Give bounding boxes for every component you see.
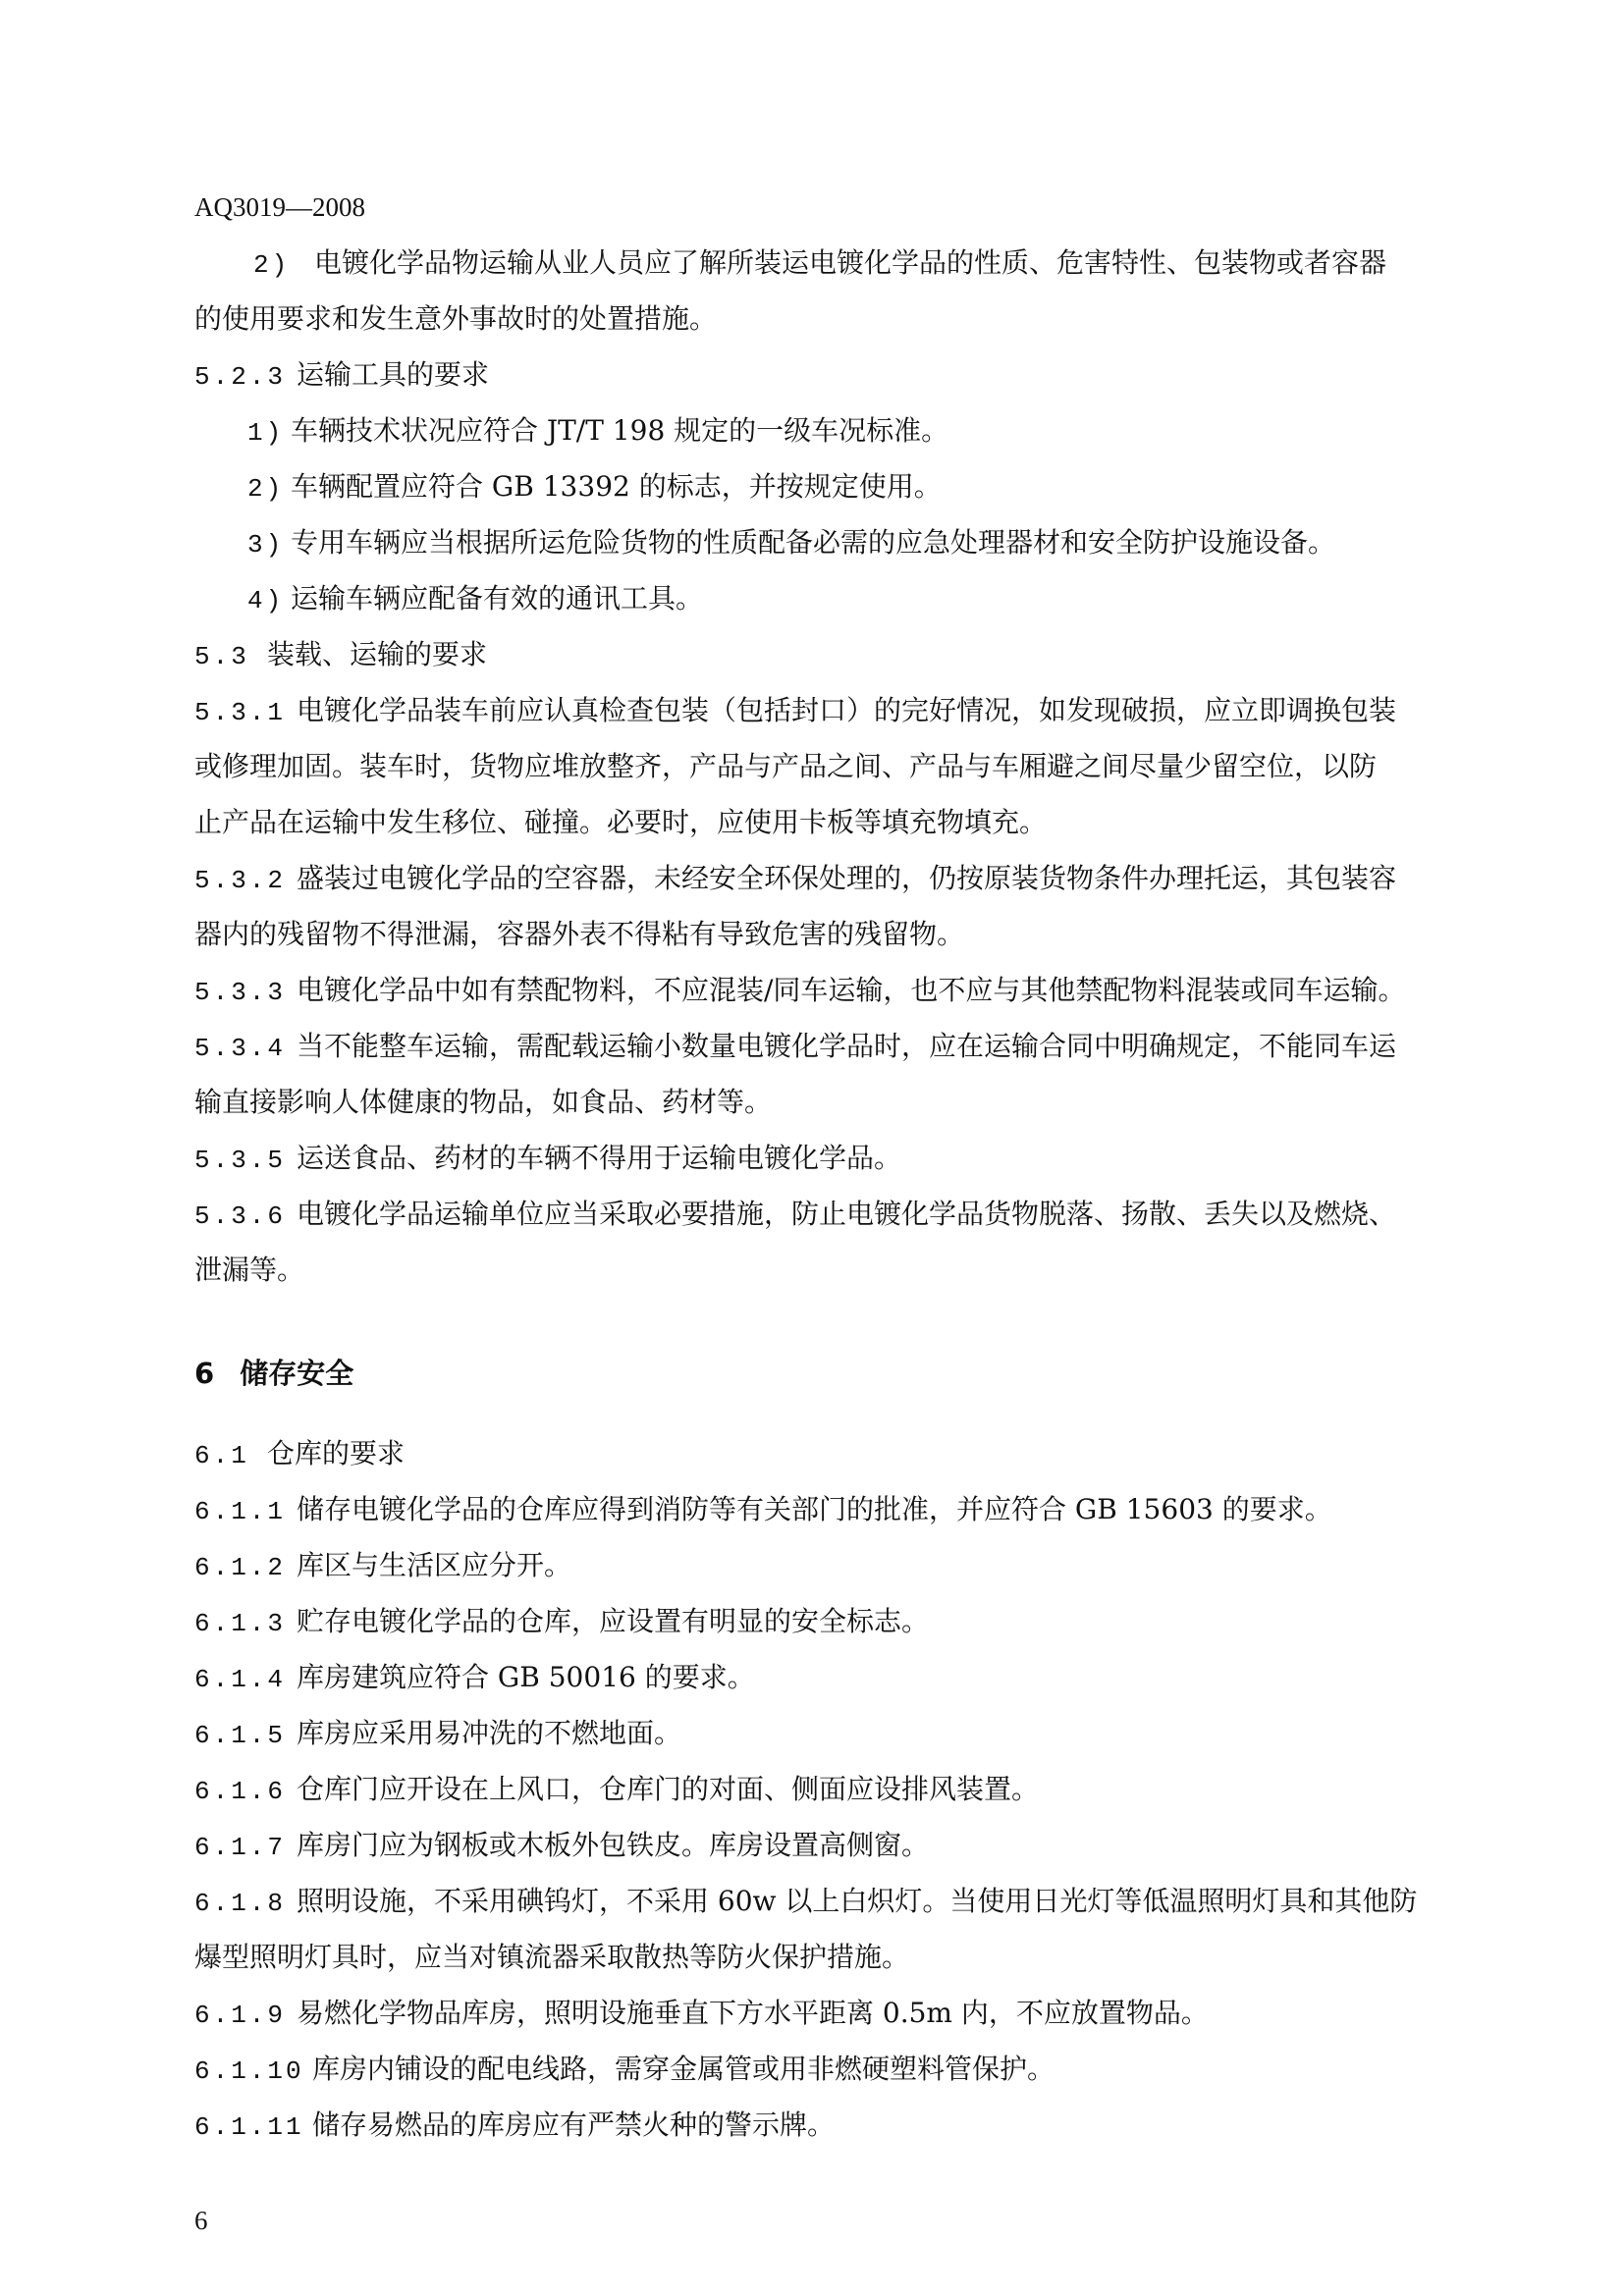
clause-heading [194,355,489,397]
clause-paragraph [194,1490,1332,1531]
clause-number: 6.1.8 [194,1889,287,1918]
clause-text: 电镀化学品装车前应认真检查包装（包括封口）的完好情况，如发现破损，应立即调换包装 [297,694,1397,726]
clause-number: 6.1.1 [194,1497,287,1526]
clause-text: 照明设施，不采用碘钨灯，不采用 60w 以上白炽灯。当使用日光灯等低温照明灯具和其他防 [297,1885,1418,1917]
clause-text: 库房建筑应符合 GB 50016 的要求。 [297,1661,755,1693]
item-number: 4) [247,586,285,615]
paragraph-line: 止产品在运输中发生移位、碰撞。必要时，应使用卡板等填充物填充。 [194,806,1048,838]
paragraph-line: 输直接影响人体健康的物品，如食品、药材等。 [194,1086,773,1118]
clause-paragraph [194,971,1405,1012]
clause-number: 6.1.2 [194,1553,287,1582]
clause-paragraph [194,1658,755,1699]
clause-number: 5.3.4 [194,1034,287,1063]
clause-paragraph [194,1714,681,1755]
clause-paragraph [194,1195,1396,1236]
clause-heading [194,1434,405,1475]
clause-paragraph [194,1027,1396,1068]
clause-number: 6.1 [194,1441,249,1470]
clause-number: 5.3.2 [194,866,287,895]
clause-text: 库房应采用易冲洗的不燃地面。 [297,1717,682,1749]
clause-text: 电镀化学品中如有禁配物料，不应混装/同车运输，也不应与其他禁配物料混装或同车运输。 [297,974,1406,1006]
clause-text: 运送食品、药材的车辆不得用于运输电镀化学品。 [297,1142,902,1174]
item-number: 2) [253,250,291,280]
clause-text: 库房内铺设的配电线路，需穿金属管或用非燃硬塑料管保护。 [312,2053,1055,2085]
clause-heading [194,635,487,676]
clause-paragraph [194,2050,1055,2091]
clause-number: 5.3.5 [194,1146,287,1175]
item-number: 1) [247,418,285,448]
clause-text: 仓库的要求 [267,1437,406,1469]
clause-number: 6.1.6 [194,1777,287,1806]
item-text: 车辆技术状况应符合 JT/T 198 规定的一级车况标准。 [291,414,949,447]
clause-text: 库房门应为钢板或木板外包铁皮。库房设置高侧窗。 [297,1829,930,1861]
clause-number: 6.1.7 [194,1833,287,1862]
clause-text: 当不能整车运输，需配载运输小数量电镀化学品时，应在运输合同中明确规定，不能同车运 [297,1030,1397,1062]
clause-number: 5.3 [194,642,249,671]
clause-number: 6.1.5 [194,1721,287,1750]
clause-text: 运输工具的要求 [297,358,490,391]
section-title: 储存安全 [240,1357,354,1390]
paragraph-line: 爆型照明灯具时，应当对镇流器采取散热等防火保护措施。 [194,1941,910,1973]
clause-text: 仓库门应开设在上风口，仓库门的对面、侧面应设排风装置。 [297,1773,1040,1805]
item-number: 2) [247,474,285,504]
paragraph-line: 泄漏等。 [194,1254,305,1286]
clause-number: 6.1.9 [194,2001,287,2030]
clause-number: 6.1.4 [194,1665,287,1694]
clause-text: 储存易燃品的库房应有严禁火种的警示牌。 [312,2109,836,2141]
clause-number: 5.3.3 [194,978,287,1007]
clause-number: 6.1.10 [194,2056,304,2086]
paragraph-line: 或修理加固。装车时，货物应堆放整齐，产品与产品之间、产品与车厢避之间尽量少留空位，以防 [194,750,1378,782]
clause-text: 储存电镀化学品的仓库应得到消防等有关部门的批准，并应符合 GB 15603 的要求。 [297,1493,1332,1525]
list-item [247,411,948,453]
list-item [247,523,1335,564]
standard-code: AQ3019—2008 [194,192,365,222]
list-item [247,467,942,508]
item-text: 车辆配置应符合 GB 13392 的标志，并按规定使用。 [291,470,942,503]
clause-number: 5.3.6 [194,1201,287,1231]
paragraph-line: 器内的残留物不得泄漏，容器外表不得粘有导致危害的残留物。 [194,918,965,950]
item-number: 3) [247,530,285,560]
clause-text: 电镀化学品运输单位应当采取必要措施，防止电镀化学品货物脱落、扬散、丢失以及燃烧、 [297,1198,1397,1230]
clause-text: 盛装过电镀化学品的空容器，未经安全环保处理的，仍按原装货物条件办理托运，其包装容 [297,862,1397,894]
clause-text: 贮存电镀化学品的仓库，应设置有明显的安全标志。 [297,1605,930,1637]
list-item [253,243,1386,285]
clause-number: 6.1.11 [194,2112,304,2142]
item-text: 专用车辆应当根据所运危险货物的性质配备必需的应急处理器材和安全防护设施设备。 [291,526,1336,559]
section-heading [194,1352,353,1392]
item-text: 运输车辆应配备有效的通讯工具。 [291,582,704,614]
clause-paragraph [194,1139,901,1180]
section-number: 6 [194,1357,215,1390]
clause-text: 装载、运输的要求 [267,638,488,670]
clause-paragraph [194,1770,1039,1811]
clause-number: 5.2.3 [194,362,287,392]
clause-number: 6.1.3 [194,1609,287,1638]
clause-paragraph [194,859,1396,900]
page-number: 6 [194,2206,208,2235]
clause-text: 易燃化学物品库房，照明设施垂直下方水平距离 0.5m 内，不应放置物品。 [297,1997,1209,2029]
item-text: 电镀化学品物运输从业人员应了解所装运电镀化学品的性质、危害特性、包装物或者容器 [314,246,1387,279]
clause-paragraph [194,1826,929,1867]
list-item [247,579,703,620]
clause-text: 库区与生活区应分开。 [297,1549,572,1581]
clause-paragraph [194,1994,1209,2035]
clause-paragraph [194,691,1396,732]
clause-paragraph [194,1602,929,1643]
clause-paragraph [194,2106,835,2147]
clause-number: 5.3.1 [194,698,287,727]
clause-paragraph [194,1546,571,1587]
paragraph-line: 的使用要求和发生意外事故时的处置措施。 [194,302,718,335]
clause-paragraph [194,1882,1417,1923]
